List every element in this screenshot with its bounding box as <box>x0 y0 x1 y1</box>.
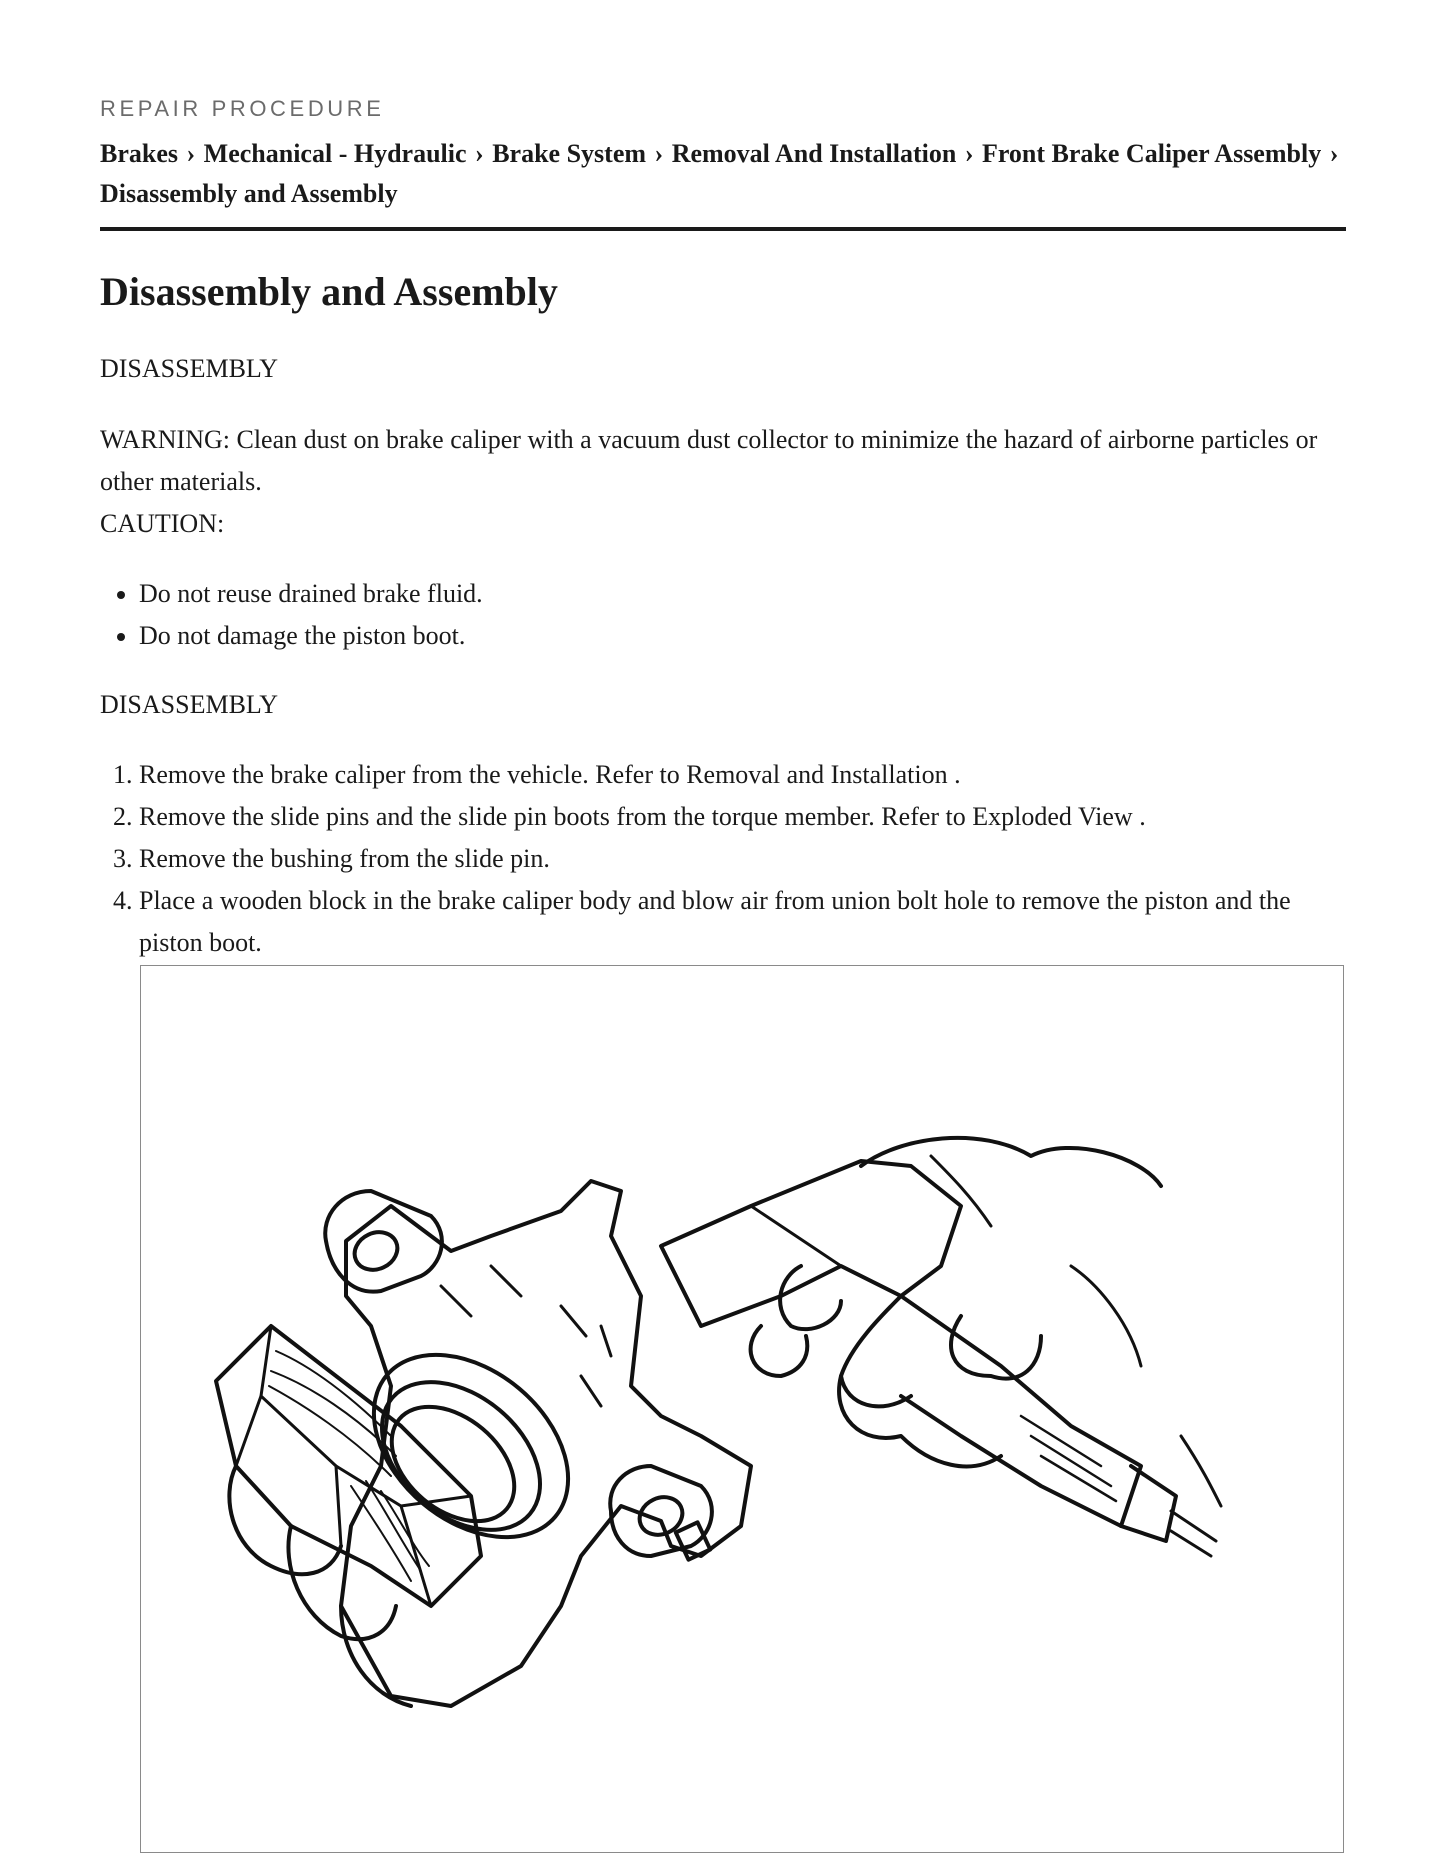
breadcrumb-separator: › <box>475 139 484 168</box>
breadcrumb-item-front-brake-caliper-assembly[interactable]: Front Brake Caliper Assembly <box>981 139 1322 168</box>
list-item: 4. Place a wooden block in the brake caliper body and blow air from union bolt hole to remove the piston and the piston boot. <box>139 880 1346 964</box>
caution-label: CAUTION: <box>100 509 225 538</box>
breadcrumb-separator: › <box>964 139 974 168</box>
list-item: • Do not damage the piston boot. <box>139 615 483 657</box>
section-label: DISASSEMBLY <box>100 690 278 719</box>
breadcrumb-item-brake-system[interactable]: Brake System <box>492 139 647 168</box>
breadcrumb-item-brakes[interactable]: Brakes <box>100 139 178 168</box>
header-divider <box>100 227 1346 231</box>
breadcrumb-separator: › <box>654 139 664 168</box>
breadcrumb-item-current: Disassembly and Assembly <box>100 179 398 208</box>
caution-list <box>100 573 483 657</box>
list-item: 2. Remove the slide pins and the slide pin boots from the torque member. Refer to Exploded View . <box>139 796 1346 838</box>
caliper-illustration <box>140 965 1344 1853</box>
breadcrumb <box>100 134 1346 214</box>
list-item: 3. Remove the bushing from the slide pin. <box>139 838 1346 880</box>
breadcrumb-item-removal-and-installation[interactable]: Removal And Installation <box>671 139 957 168</box>
procedure-steps <box>100 754 1346 964</box>
breadcrumb-item-mechanical-hydraulic[interactable]: Mechanical - Hydraulic <box>203 139 467 168</box>
list-item: • Do not reuse drained brake fluid. <box>139 573 483 615</box>
breadcrumb-separator: › <box>186 139 196 168</box>
warning-text: WARNING: Clean dust on brake caliper with a vacuum dust collector to minimize the hazard of airborne particles or other materials. <box>100 425 1318 496</box>
section-eyebrow: REPAIR PROCEDURE <box>100 96 385 121</box>
section-label: DISASSEMBLY <box>100 354 278 383</box>
list-item: 1. Remove the brake caliper from the vehicle. Refer to Removal and Installation . <box>139 754 1346 796</box>
page-title: Disassembly and Assembly <box>100 269 558 314</box>
breadcrumb-separator: › <box>1329 139 1339 168</box>
